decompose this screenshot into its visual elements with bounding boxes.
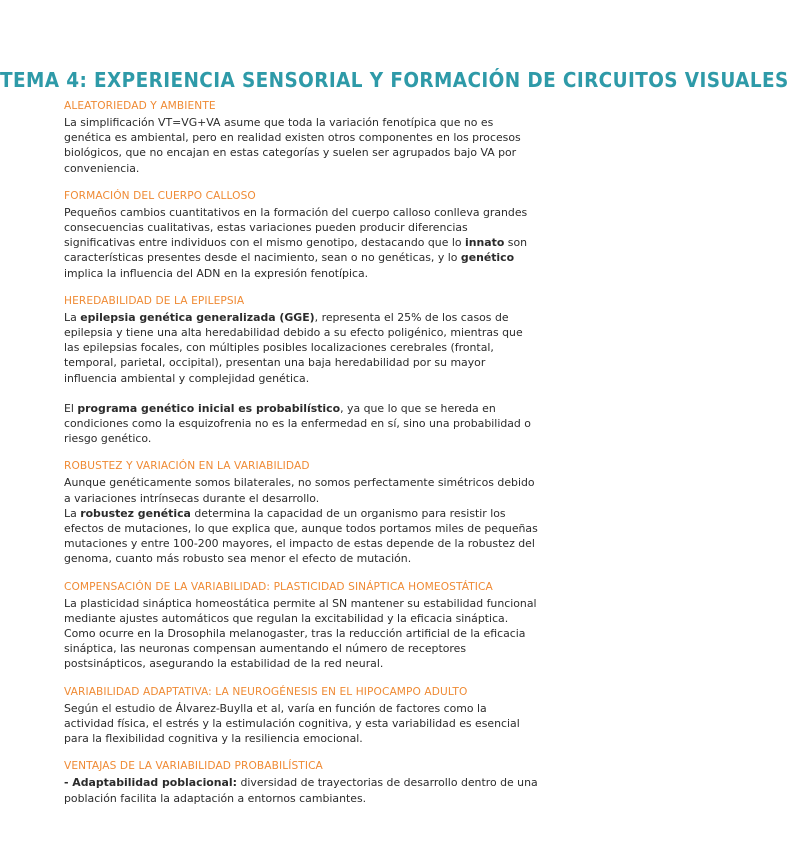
bold-term: - Adaptabilidad poblacional:	[64, 776, 237, 790]
section-cuerpo-calloso	[64, 190, 538, 281]
bold-term: programa genético inicial es probabilístico	[77, 401, 341, 415]
paragraph	[64, 310, 538, 386]
text-run: son características presentes desde el nacimiento, sean o no genéticas, y lo	[64, 236, 528, 265]
section-heading: ROBUSTEZ Y VARIACIÓN EN LA VARIABILIDAD	[64, 460, 310, 473]
text-run: La	[64, 506, 81, 520]
paragraph: Según el estudio de Álvarez-Buylla et al, varía en función de factores como la actividad física, el estrés y la estimulación cognitiva, y esta variabilidad es esencial para la flexibilidad cognitiva y la resiliencia emocional.	[64, 701, 520, 746]
text-run: La	[64, 310, 81, 324]
paragraph	[64, 506, 538, 567]
section-heading: COMPENSACIÓN DE LA VARIABILIDAD: PLASTICIDAD SINÁPTICA HOMEOSTÁTICA	[64, 580, 493, 593]
text-run: implica la influencia del ADN en la expresión fenotípica.	[64, 266, 369, 280]
bold-term: robustez genética	[80, 506, 191, 520]
bold-term: epilepsia genética generalizada (GGE)	[80, 310, 315, 324]
bold-term: innato	[465, 236, 505, 250]
section-ventajas	[64, 760, 538, 805]
text-run: El	[64, 401, 78, 415]
section-epilepsia	[64, 295, 538, 447]
section-compensacion	[64, 581, 538, 672]
section-heading: HEREDABILIDAD DE LA EPILEPSIA	[64, 294, 245, 307]
section-heading: VARIABILIDAD ADAPTATIVA: LA NEUROGÉNESIS EN EL HIPOCAMPO ADULTO	[64, 685, 468, 698]
page-title: TEMA 4: EXPERIENCIA SENSORIAL Y FORMACIÓN DE CIRCUITOS VISUALES	[0, 68, 789, 92]
paragraph: La simplificación VT=VG+VA asume que toda la variación fenotípica que no es genética es ambiental, pero en realidad existen otros componentes en los procesos biológicos, que no encajan en estas categorías y suelen ser agrupados bajo VA por conveniencia.	[64, 116, 521, 175]
bold-term: genético	[460, 251, 515, 265]
section-heading: VENTAJAS DE LA VARIABILIDAD PROBABILÍSTICA	[64, 760, 323, 773]
section-neurogenesis	[64, 686, 538, 747]
section-aleatoriedad	[64, 100, 538, 176]
text-run: determina la capacidad de un organismo para resistir los efectos de mutaciones, lo que explica que, aunque todos portamos miles de pequeñas mutaciones y entre 100-200 mayores, el impacto de estas depende de la robustez del genoma, cuanto más robusto sea menor el efecto de mutación.	[64, 506, 538, 566]
section-heading: FORMACIÓN DEL CUERPO CALLOSO	[64, 189, 256, 202]
paragraph	[64, 205, 538, 281]
section-robustez	[64, 460, 538, 566]
paragraph: La plasticidad sináptica homeostática permite al SN mantener su estabilidad funcional mediante ajustes automáticos que regulan la excitabilidad y la eficacia sináptica. Como ocurre en la Drosophila melanogaster, tras la reducción artificial de la eficacia sináptica, las neuronas compensan aumentando el número de receptores postsinápticos, asegurando la estabilidad de la red neural.	[64, 596, 537, 671]
document-body	[64, 100, 538, 820]
paragraph	[64, 775, 538, 805]
text-run: Pequeños cambios cuantitativos en la formación del cuerpo calloso conlleva grandes consecuencias cualitativas, estas variaciones pueden producir diferencias significativas entre individuos con el mismo genotipo, destacando que lo	[64, 205, 528, 250]
section-heading: ALEATORIEDAD Y AMBIENTE	[64, 100, 216, 112]
paragraph	[64, 401, 538, 447]
paragraph: Aunque genéticamente somos bilaterales, no somos perfectamente simétricos debido a variaciones intrínsecas durante el desarrollo.	[64, 476, 535, 505]
text-run: , representa el 25% de los casos de epilepsia y tiene una alta heredabilidad debido a su efecto poligénico, mientras que las epilepsias focales, con múltiples posibles localizaciones cerebrales (frontal, temporal, parietal, occipital), presentan una baja heredabilidad por su mayor influencia ambiental y complejidad genética.	[64, 310, 523, 385]
text-run: diversidad de trayectorias de desarrollo dentro de una población facilita la adaptación a entornos cambiantes.	[64, 776, 538, 805]
text-run: , ya que lo que se hereda en condiciones como la esquizofrenia no es la enfermedad en sí, sino una probabilidad o riesgo genético.	[64, 401, 531, 446]
